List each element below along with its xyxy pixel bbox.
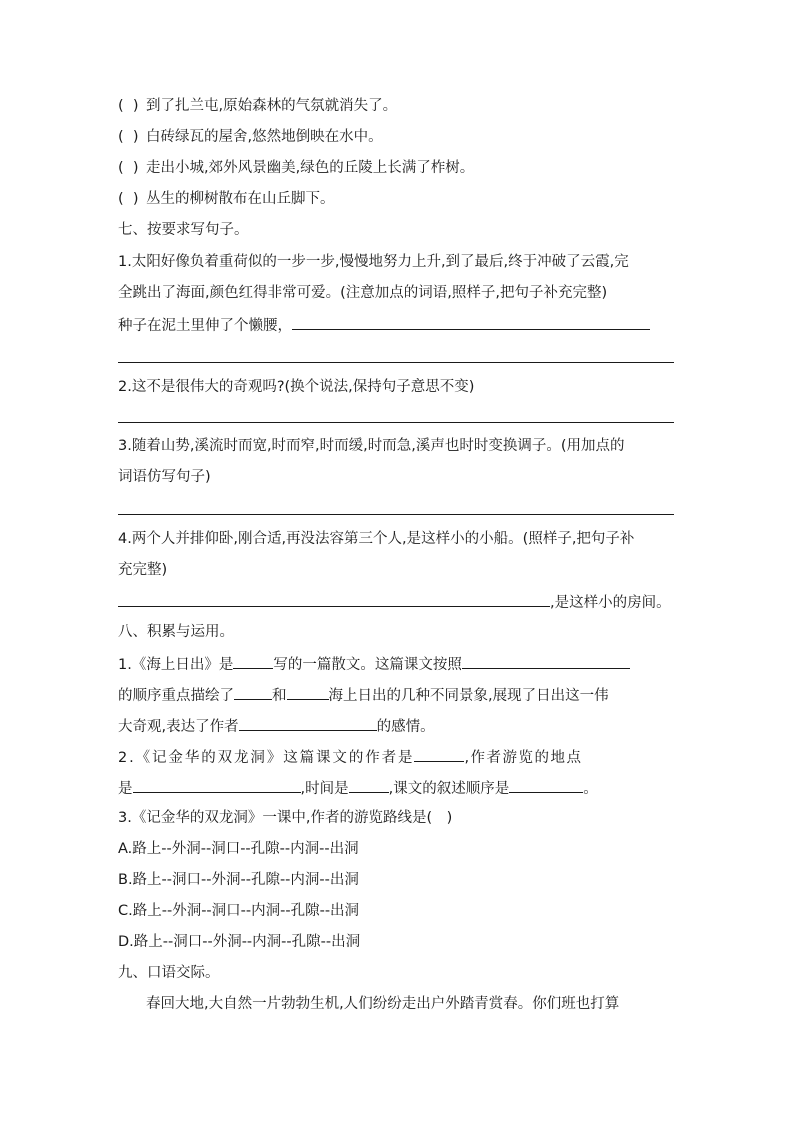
judge-item-1 [118,96,674,116]
item-text: 丛生的柳树散布在山丘脚下。 [146,191,335,207]
section-8-heading: 八、积累与运用。 [118,624,234,640]
q8-2-line2 [118,777,674,799]
text: 的顺序重点描绘了 [118,688,234,704]
answer-line[interactable] [118,514,674,515]
option-b[interactable]: B.路上--洞口--外洞--孔隙--内洞--出洞 [118,872,359,888]
q7-4-line2: 充完整) [118,562,168,578]
judge-item-4 [118,189,674,209]
answer-blank[interactable] [118,591,550,607]
text: ,课文的叙述顺序是 [388,781,510,797]
text: 是 [118,781,133,797]
q7-4-answer-row [118,591,674,613]
section-9-heading: 九、口语交际。 [118,965,220,981]
q7-1-line1: 1.太阳好像负着重荷似的一步一步,慢慢地努力上升,到了最后,终于冲破了云霞,完 [118,254,629,270]
answer-blank[interactable] [292,314,650,330]
author-blank[interactable] [233,653,273,669]
text: 的感情。 [376,719,435,735]
answer-paren[interactable]: ( ) [118,129,139,145]
text: 1.《海上日出》是 [118,657,234,673]
section-7-heading: 七、按要求写句子。 [118,222,249,238]
item-text: 走出小城,郊外风景幽美,绿色的丘陵上长满了柞树。 [146,160,475,176]
text: 大奇观,表达了作者 [118,719,239,735]
time-blank[interactable] [349,777,389,793]
q8-1-line3 [118,715,674,737]
author-blank[interactable] [414,746,464,762]
text: 2.《记金华的双龙洞》这篇课文的作者是 [118,750,415,766]
q7-2: 2.这不是很伟大的奇观吗?(换个说法,保持句子意思不变) [118,379,475,395]
q8-2-line1 [118,746,674,768]
judge-item-2 [118,127,674,147]
q8-1-line2 [118,684,674,706]
text: 和 [272,688,287,704]
text: 海上日出的几种不同景象,展现了日出这一伟 [328,688,609,704]
item-text: 白砖绿瓦的屋舍,悠然地倒映在水中。 [146,129,383,145]
q8-1-line1 [118,653,674,675]
place-blank[interactable] [133,777,301,793]
text: 。 [583,781,598,797]
q7-1-answer-row [118,314,674,336]
q7-4-tail: ,是这样小的房间。 [550,595,671,611]
answer-line[interactable] [118,422,674,423]
text: ,作者游览的地点 [464,750,583,766]
q8-3: 3.《记金华的双龙洞》一课中,作者的游览路线是( ) [118,810,453,826]
answer-paren[interactable]: ( ) [118,98,139,114]
answer-paren[interactable]: ( ) [118,191,139,207]
text: ,时间是 [300,781,349,797]
feeling-blank[interactable] [239,715,377,731]
option-a[interactable]: A.路上--外洞--洞口--孔隙--内洞--出洞 [118,841,359,857]
judge-item-3 [118,158,674,178]
option-d[interactable]: D.路上--洞口--外洞--内洞--孔隙--出洞 [118,934,361,950]
text: 写的一篇散文。这篇课文按照 [273,657,462,673]
order-blank[interactable] [462,653,630,669]
q7-1-line2: 全跳出了海面,颜色红得非常可爱。(注意加点的词语,照样子,把句子补充完整) [118,285,608,301]
q7-1-prompt: 种子在泥土里伸了个懒腰， [118,318,292,334]
q7-4-line1: 4.两个人并排仰卧,刚合适,再没法容第三个人,是这样小的小船。(照样子,把句子补 [118,531,635,547]
item-text: 到了扎兰屯,原始森林的气氛就消失了。 [146,98,398,114]
q7-3-line1: 3.随着山势,溪流时而宽,时而窄,时而缓,时而急,溪声也时时变换调子。(用加点的 [118,438,625,454]
q7-3-line2: 词语仿写句子) [118,469,211,485]
scene-blank-2[interactable] [287,684,329,700]
answer-line[interactable] [118,362,674,363]
option-c[interactable]: C.路上--外洞--洞口--内洞--孔隙--出洞 [118,903,360,919]
scene-blank-1[interactable] [234,684,272,700]
sequence-blank[interactable] [509,777,583,793]
answer-paren[interactable]: ( ) [118,160,139,176]
section-9-paragraph: 春回大地,大自然一片勃勃生机,人们纷纷走出户外踏青赏春。你们班也打算 [146,996,620,1012]
